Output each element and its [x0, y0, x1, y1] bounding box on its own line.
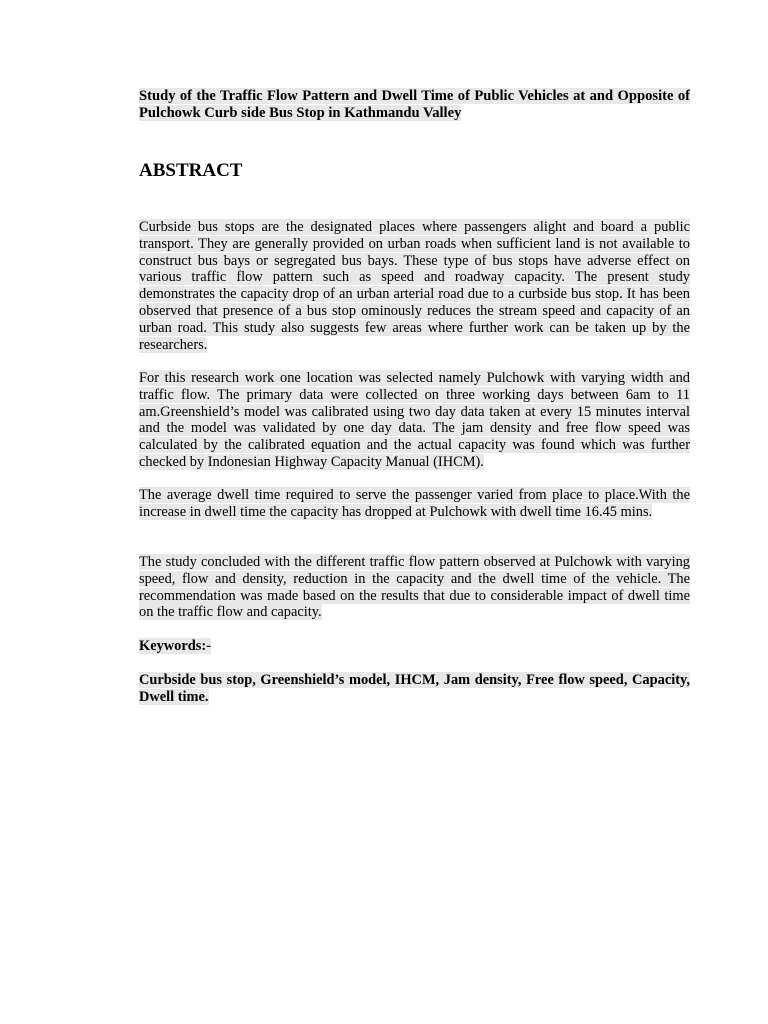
abstract-heading: ABSTRACT — [139, 160, 243, 181]
abstract-paragraph — [139, 487, 690, 521]
paper-title — [139, 88, 690, 121]
keywords-list — [139, 672, 690, 706]
abstract-paragraph — [139, 370, 690, 471]
abstract-paragraph-text: For this research work one location was selected namely Pulchowk with varying width and traffic flow. The primary data were collected on three working days between 6am to 11 am.Greenshield’s model was calibrated using two day data taken at every 15 minutes interval and the model was validated by one day data. The jam density and free flow speed was calculated by the calibrated equation and the actual capacity was found which was further checked by Indonesian Highway Capacity Manual (IHCM). — [139, 370, 690, 470]
keywords-list-text: Curbside bus stop, Greenshield’s model, IHCM, Jam density, Free flow speed, Capacity, Dwell time. — [139, 672, 690, 705]
abstract-paragraph-text: The average dwell time required to serve the passenger varied from place to place.With the increase in dwell time the capacity has dropped at Pulchowk with dwell time 16.45 mins. — [139, 487, 690, 520]
abstract-paragraph — [139, 554, 690, 621]
abstract-paragraph-text: Curbside bus stops are the designated places where passengers alight and board a public transport. They are generally provided on urban roads when sufficient land is not available to construct bus bays or segregated bus bays. These type of bus stops have adverse effect on various traffic flow pattern such as speed and roadway capacity. The present study demonstrates the capacity drop of an urban arterial road due to a curbside bus stop. It has been observed that presence of a bus stop ominously reduces the stream speed and capacity of an urban road. This study also suggests few areas where further work can be taken up by the researchers. — [139, 219, 690, 353]
keywords-label — [139, 638, 211, 655]
abstract-paragraph — [139, 219, 690, 353]
paper-title-text: Study of the Traffic Flow Pattern and Dwell Time of Public Vehicles at and Opposite of Pulchowk Curb side Bus Stop in Kathmandu Valley — [139, 88, 690, 121]
abstract-paragraph-text: The study concluded with the different traffic flow pattern observed at Pulchowk with varying speed, flow and density, reduction in the capacity and the dwell time of the vehicle. The recommendation was made based on the results that due to considerable impact of dwell time on the traffic flow and capacity. — [139, 554, 690, 621]
keywords-label-text: Keywords:- — [139, 638, 211, 654]
